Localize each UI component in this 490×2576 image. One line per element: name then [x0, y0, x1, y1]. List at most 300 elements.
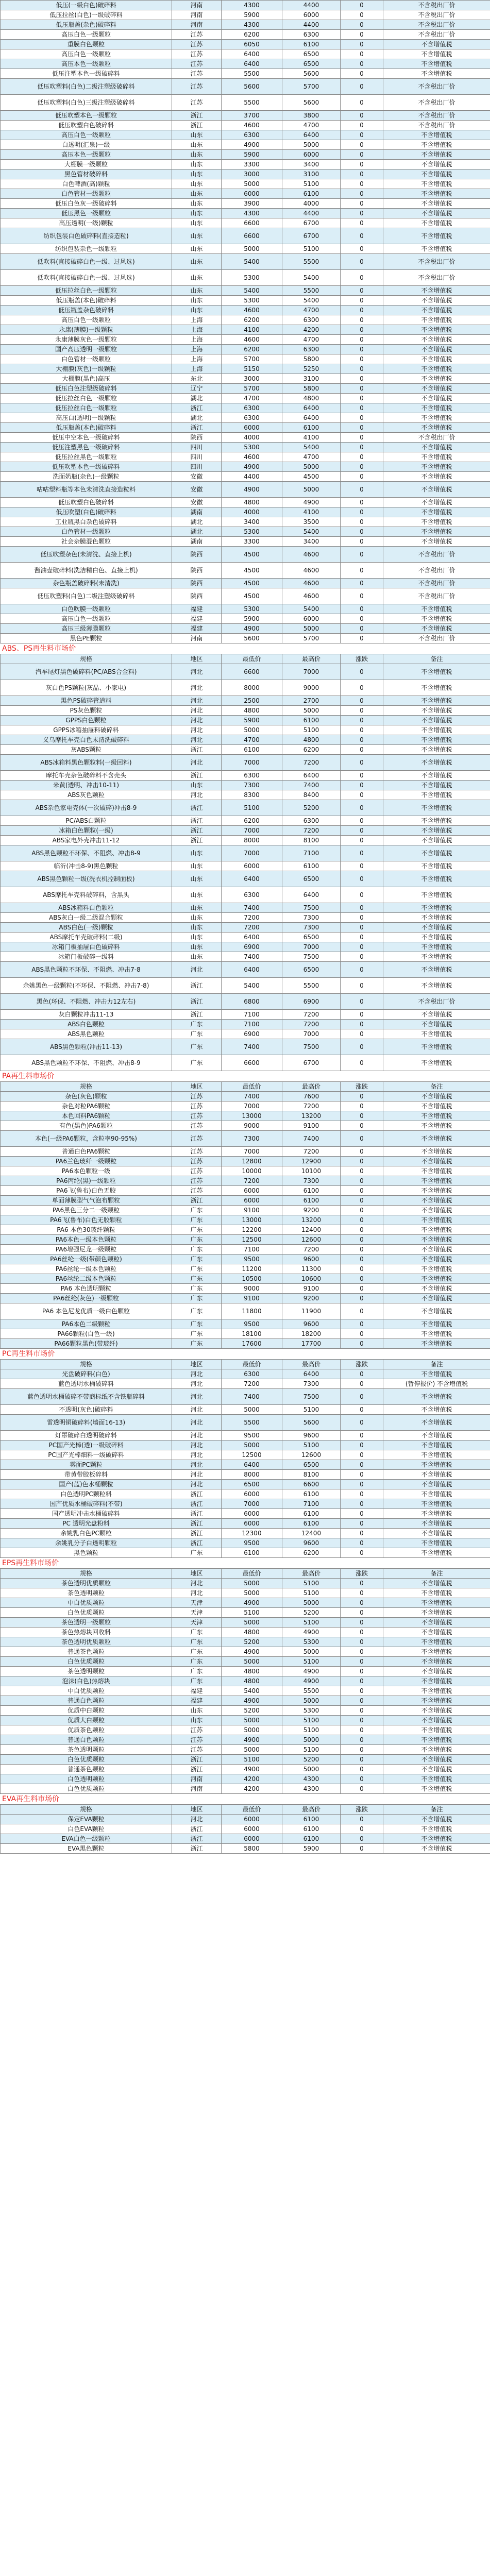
cell-spec: 灯罩破碎白透明破碎料: [1, 1431, 172, 1440]
cell-min-price: 6200: [222, 30, 282, 40]
table-row: [1, 1379, 490, 1389]
cell-max-price: 11300: [282, 1264, 341, 1274]
cell-spec: ABS灰色颗粒: [1, 790, 172, 800]
column-header: 涨跌: [341, 1569, 383, 1579]
table-row: [1, 384, 490, 394]
cell-note: 不含增值税: [383, 962, 490, 978]
cell-max-price: 7000: [282, 942, 341, 952]
cell-note: 不含增值税: [383, 1844, 490, 1854]
cell-max-price: 7100: [282, 845, 341, 861]
cell-min-price: 7000: [222, 826, 282, 836]
cell-note: 不含增值税: [383, 1186, 490, 1196]
cell-min-price: 4900: [222, 462, 282, 472]
cell-note: 不含增值税: [383, 725, 490, 735]
table-row: [1, 1588, 490, 1598]
cell-change: 0: [341, 498, 383, 507]
cell-spec: PC 透明光盘粉料: [1, 1519, 172, 1529]
cell-note: 不含增值税: [383, 244, 490, 254]
cell-max-price: 5000: [282, 706, 341, 716]
column-header: 备注: [383, 654, 490, 664]
cell-min-price: 6300: [222, 771, 282, 781]
cell-spec: 优质茶色颗粒: [1, 1725, 172, 1735]
cell-change: 0: [341, 1415, 383, 1431]
cell-spec: 保定EVA颗粒: [1, 1815, 172, 1824]
cell-spec: 中白优质颗粒: [1, 1598, 172, 1608]
cell-region: 辽宁: [172, 384, 222, 394]
cell-region: 山东: [172, 296, 222, 306]
cell-note: 不含增值税: [383, 40, 490, 49]
cell-change: 0: [341, 781, 383, 790]
table-row: [1, 1121, 490, 1131]
column-header: 涨跌: [341, 654, 383, 664]
cell-max-price: 5400: [282, 270, 341, 286]
cell-change: 0: [341, 79, 383, 95]
cell-min-price: 6300: [222, 1369, 282, 1379]
cell-note: 不含增值税: [383, 1470, 490, 1480]
cell-note: 不含增值税: [383, 1405, 490, 1415]
cell-min-price: 5000: [222, 1588, 282, 1598]
cell-max-price: 5200: [282, 1755, 341, 1765]
cell-min-price: 6000: [222, 423, 282, 433]
cell-note: 不含税出厂价: [383, 433, 490, 443]
cell-spec: 永康薄膜灰色一级颗粒: [1, 335, 172, 345]
cell-max-price: 4400: [282, 20, 341, 30]
cell-max-price: 3500: [282, 517, 341, 527]
cell-min-price: 5000: [222, 1725, 282, 1735]
cell-min-price: 5000: [222, 1657, 282, 1667]
table-row: [1, 443, 490, 452]
cell-max-price: 4200: [282, 325, 341, 335]
cell-note: 不含税出厂价: [383, 79, 490, 95]
cell-max-price: 9100: [282, 1284, 341, 1294]
cell-change: 0: [341, 150, 383, 160]
cell-region: 江苏: [172, 1186, 222, 1196]
cell-min-price: 5300: [222, 443, 282, 452]
column-header: 最高价: [282, 1360, 341, 1369]
cell-note: 不含增值税: [383, 49, 490, 59]
cell-spec: PA6兰色玻纤一级颗粒: [1, 1157, 172, 1166]
cell-min-price: 4800: [222, 1676, 282, 1686]
cell-note: 不含增值税: [383, 1647, 490, 1657]
table-row: [1, 696, 490, 706]
cell-max-price: 6100: [282, 1834, 341, 1844]
cell-max-price: 7200: [282, 1147, 341, 1157]
cell-region: 浙江: [172, 403, 222, 413]
cell-change: 0: [341, 1339, 383, 1349]
table-row: [1, 306, 490, 315]
cell-min-price: 5500: [222, 69, 282, 79]
cell-region: 浙江: [172, 1509, 222, 1519]
table-header-row: [1, 1360, 490, 1369]
cell-change: 0: [341, 579, 383, 588]
cell-note: 不含增值税: [383, 1329, 490, 1339]
cell-spec: ABS灰白一级二级混合颗粒: [1, 913, 172, 923]
table-row: [1, 1264, 490, 1274]
cell-note: 不含增值税: [383, 1667, 490, 1676]
cell-change: 0: [341, 624, 383, 634]
cell-region: 浙江: [172, 800, 222, 816]
table-row: [1, 1039, 490, 1055]
cell-note: 不含增值税: [383, 1529, 490, 1538]
cell-region: 河北: [172, 962, 222, 978]
cell-min-price: 4300: [222, 1, 282, 10]
table-row: [1, 1489, 490, 1499]
table-row: [1, 1415, 490, 1431]
cell-note: 不含税出厂价: [383, 95, 490, 111]
cell-max-price: 4300: [282, 1784, 341, 1794]
table-row: [1, 1548, 490, 1558]
cell-max-price: 6100: [282, 1186, 341, 1196]
cell-note: 不含增值税: [383, 861, 490, 871]
cell-change: 0: [341, 482, 383, 498]
cell-region: 广东: [172, 1020, 222, 1029]
cell-spec: 高压白色一级颗粒: [1, 130, 172, 140]
cell-change: 0: [341, 1696, 383, 1706]
cell-change: 0: [341, 861, 383, 871]
cell-spec: 雷透明铜破碎料(墙面16-13): [1, 1415, 172, 1431]
cell-min-price: 6000: [222, 1834, 282, 1844]
cell-change: 0: [341, 771, 383, 781]
cell-spec: 大棚膜(灰色)一级颗粒: [1, 364, 172, 374]
cell-max-price: 4800: [282, 735, 341, 745]
cell-spec: ABS冰箱料白色颗粒: [1, 903, 172, 913]
cell-note: 不含增值税: [383, 716, 490, 725]
cell-region: 四川: [172, 443, 222, 452]
cell-note: 不含增值税: [383, 845, 490, 861]
price-table: [0, 1804, 490, 1854]
table-row: [1, 1735, 490, 1745]
cell-change: 0: [341, 296, 383, 306]
cell-max-price: 7300: [282, 1176, 341, 1186]
cell-change: 0: [341, 1255, 383, 1264]
cell-spec: 低压瓶盖(本色)破碎料: [1, 296, 172, 306]
table-row: [1, 1029, 490, 1039]
cell-change: 0: [341, 1303, 383, 1319]
table-row: [1, 735, 490, 745]
cell-max-price: 5100: [282, 1657, 341, 1667]
cell-min-price: 5000: [222, 1716, 282, 1725]
cell-region: 广东: [172, 1055, 222, 1071]
table-row: [1, 887, 490, 903]
cell-note: 不含增值税: [383, 517, 490, 527]
cell-change: 0: [341, 345, 383, 354]
table-row: [1, 1339, 490, 1349]
price-table: [0, 1081, 490, 1349]
cell-spec: 本色(一级PA6颗粒，含粒率90-95%): [1, 1131, 172, 1147]
column-header: 最低价: [222, 1082, 282, 1092]
cell-spec: 社会杂膜混色颗粒: [1, 537, 172, 547]
cell-spec: PA66颗粒(白色一级): [1, 1329, 172, 1339]
cell-note: 不含增值税: [383, 462, 490, 472]
table-row: [1, 121, 490, 130]
column-header: 备注: [383, 1569, 490, 1579]
cell-region: 河南: [172, 10, 222, 20]
cell-max-price: 8100: [282, 1470, 341, 1480]
cell-change: 0: [341, 1657, 383, 1667]
cell-change: 0: [341, 933, 383, 942]
cell-region: 山东: [172, 903, 222, 913]
cell-region: 湖南: [172, 507, 222, 517]
cell-note: 不含税出厂价: [383, 579, 490, 588]
cell-region: 河北: [172, 680, 222, 696]
cell-change: 0: [341, 30, 383, 40]
cell-note: 不含增值税: [383, 423, 490, 433]
cell-max-price: 4600: [282, 579, 341, 588]
cell-region: 江苏: [172, 49, 222, 59]
cell-max-price: 6100: [282, 1519, 341, 1529]
cell-change: 0: [341, 1725, 383, 1735]
cell-spec: 普通白色PA6颗粒: [1, 1147, 172, 1157]
cell-change: 0: [341, 1010, 383, 1020]
cell-change: 0: [341, 1686, 383, 1696]
cell-region: 河北: [172, 725, 222, 735]
cell-region: 广东: [172, 1647, 222, 1657]
cell-note: 不含增值税: [383, 59, 490, 69]
cell-min-price: 3300: [222, 537, 282, 547]
cell-region: 安徽: [172, 482, 222, 498]
cell-min-price: 5800: [222, 1844, 282, 1854]
cell-note: 不含增值税: [383, 913, 490, 923]
cell-max-price: 4400: [282, 209, 341, 218]
cell-max-price: 7600: [282, 1092, 341, 1101]
cell-min-price: 7200: [222, 913, 282, 923]
cell-note: 不含增值税: [383, 1579, 490, 1588]
column-header: 最高价: [282, 654, 341, 664]
table-row: [1, 1774, 490, 1784]
cell-note: 不含增值税: [383, 1618, 490, 1628]
cell-region: 江苏: [172, 69, 222, 79]
section-title: PC再生料市场价: [0, 1349, 490, 1359]
cell-spec: PA6本色颗粒一级: [1, 1166, 172, 1176]
cell-region: 江苏: [172, 79, 222, 95]
column-header: 最低价: [222, 1569, 282, 1579]
cell-max-price: 5000: [282, 462, 341, 472]
cell-spec: PC国产光棒细料一级破碎料: [1, 1450, 172, 1460]
cell-note: 不含增值税: [383, 1499, 490, 1509]
cell-note: 不含增值税: [383, 1245, 490, 1255]
table-row: [1, 861, 490, 871]
cell-note: 不含增值税: [383, 228, 490, 244]
cell-change: 0: [341, 1765, 383, 1774]
table-row: [1, 244, 490, 254]
cell-change: 0: [341, 1755, 383, 1765]
cell-region: 广东: [172, 1255, 222, 1264]
cell-region: 山东: [172, 244, 222, 254]
cell-region: 广东: [172, 1264, 222, 1274]
cell-max-price: 6700: [282, 218, 341, 228]
cell-min-price: 6600: [222, 664, 282, 680]
table-row: [1, 1784, 490, 1794]
table-row: [1, 254, 490, 270]
cell-change: 0: [341, 706, 383, 716]
cell-min-price: 4400: [222, 472, 282, 482]
cell-change: 0: [341, 816, 383, 826]
cell-region: 山东: [172, 270, 222, 286]
cell-region: 陕西: [172, 579, 222, 588]
cell-spec: 优质大白颗粒: [1, 1716, 172, 1725]
cell-max-price: 6100: [282, 1815, 341, 1824]
cell-note: 不含增值税: [383, 887, 490, 903]
cell-spec: 黑色管材破碎料: [1, 170, 172, 179]
cell-max-price: 6900: [282, 994, 341, 1010]
cell-max-price: 6300: [282, 315, 341, 325]
cell-max-price: 4900: [282, 1628, 341, 1637]
cell-region: 河北: [172, 1815, 222, 1824]
cell-min-price: 13000: [222, 1111, 282, 1121]
cell-change: 0: [341, 547, 383, 563]
cell-change: 0: [341, 1029, 383, 1039]
cell-max-price: 6200: [282, 745, 341, 755]
table-row: [1, 624, 490, 634]
table-row: [1, 913, 490, 923]
cell-change: 0: [341, 1284, 383, 1294]
cell-min-price: 5300: [222, 296, 282, 306]
cell-note: 不含增值税: [383, 286, 490, 296]
cell-min-price: 6000: [222, 1815, 282, 1824]
cell-note: 不含增值税: [383, 1735, 490, 1745]
cell-spec: 白色EVA颗粒: [1, 1824, 172, 1834]
cell-note: 不含税出厂价: [383, 634, 490, 643]
cell-note: 不含增值税: [383, 781, 490, 790]
cell-change: 0: [341, 59, 383, 69]
cell-max-price: 4300: [282, 1774, 341, 1784]
cell-min-price: 7400: [222, 952, 282, 962]
cell-spec: PA6丙纶(黑)一级颗粒: [1, 1176, 172, 1186]
cell-max-price: 7500: [282, 952, 341, 962]
cell-min-price: 4800: [222, 1667, 282, 1676]
cell-change: 0: [341, 952, 383, 962]
cell-region: 湖北: [172, 413, 222, 423]
cell-max-price: 5100: [282, 179, 341, 189]
cell-spec: GPPS白色颗粒: [1, 716, 172, 725]
cell-change: 0: [341, 130, 383, 140]
cell-min-price: 6100: [222, 745, 282, 755]
cell-region: 江苏: [172, 95, 222, 111]
table-row: [1, 1815, 490, 1824]
cell-max-price: 7200: [282, 826, 341, 836]
cell-min-price: 6050: [222, 40, 282, 49]
cell-region: 河南: [172, 1774, 222, 1784]
table-row: [1, 781, 490, 790]
cell-region: 浙江: [172, 1529, 222, 1538]
cell-min-price: 12300: [222, 1529, 282, 1538]
cell-region: 山东: [172, 179, 222, 189]
table-row: [1, 1166, 490, 1176]
cell-note: 不含增值税: [383, 680, 490, 696]
cell-change: 0: [341, 384, 383, 394]
cell-max-price: 6100: [282, 1196, 341, 1206]
cell-min-price: 8300: [222, 790, 282, 800]
cell-max-price: 2700: [282, 696, 341, 706]
cell-region: 山东: [172, 887, 222, 903]
cell-spec: ABS白色(一级)颗粒: [1, 923, 172, 933]
cell-note: 不含税出厂价: [383, 30, 490, 40]
cell-change: 0: [341, 913, 383, 923]
cell-change: 0: [341, 1215, 383, 1225]
table-row: [1, 604, 490, 614]
cell-change: 0: [341, 871, 383, 887]
cell-region: 山东: [172, 254, 222, 270]
table-row: [1, 1206, 490, 1215]
cell-min-price: 7000: [222, 845, 282, 861]
cell-note: 不含增值税: [383, 345, 490, 354]
cell-region: 河北: [172, 1579, 222, 1588]
cell-min-price: 5300: [222, 270, 282, 286]
cell-min-price: 7000: [222, 1147, 282, 1157]
cell-min-price: 4900: [222, 1696, 282, 1706]
cell-change: 0: [341, 903, 383, 913]
cell-region: 山东: [172, 923, 222, 933]
table-row: [1, 1405, 490, 1415]
cell-min-price: 7400: [222, 1092, 282, 1101]
cell-max-price: 5200: [282, 1608, 341, 1618]
cell-spec: 泡沫(白色)热熔块: [1, 1676, 172, 1686]
cell-region: 广东: [172, 1029, 222, 1039]
cell-min-price: 7000: [222, 1101, 282, 1111]
cell-spec: 重膜白色颗粒: [1, 40, 172, 49]
cell-note: 不含增值税: [383, 452, 490, 462]
cell-min-price: 6200: [222, 345, 282, 354]
table-row: [1, 1765, 490, 1774]
cell-spec: 余姚乳白色PC颗粒: [1, 1529, 172, 1538]
cell-spec: 高压白(透明)一级颗粒: [1, 413, 172, 423]
table-row: [1, 1225, 490, 1235]
column-header: 地区: [172, 1360, 222, 1369]
cell-spec: 余姚黑色一级颗粒(不环保、不阻燃、冲击7-8): [1, 978, 172, 994]
column-header: 最高价: [282, 1805, 341, 1815]
cell-change: 0: [341, 1519, 383, 1529]
cell-max-price: 7100: [282, 1499, 341, 1509]
table-row: [1, 462, 490, 472]
cell-spec: 本色回料PA6颗粒: [1, 1111, 172, 1121]
cell-region: 河北: [172, 1431, 222, 1440]
cell-max-price: 5600: [282, 95, 341, 111]
cell-max-price: 7200: [282, 1245, 341, 1255]
cell-note: 不含增值税: [383, 696, 490, 706]
cell-note: 不含增值税: [383, 826, 490, 836]
cell-region: 山东: [172, 170, 222, 179]
cell-region: 山东: [172, 1706, 222, 1716]
cell-min-price: 9500: [222, 1319, 282, 1329]
cell-note: 不含增值税: [383, 1225, 490, 1235]
table-row: [1, 1319, 490, 1329]
table-row: [1, 1637, 490, 1647]
cell-max-price: 4100: [282, 433, 341, 443]
cell-note: 不含增值税: [383, 1480, 490, 1489]
cell-note: 不含增值税: [383, 325, 490, 335]
cell-change: 0: [341, 423, 383, 433]
cell-spec: 国产(蓝)色水桶颗粒: [1, 1480, 172, 1489]
cell-spec: 低吹料(直接破碎白色一级、过风选): [1, 270, 172, 286]
cell-max-price: 7200: [282, 1101, 341, 1111]
cell-region: 浙江: [172, 1844, 222, 1854]
table-row: [1, 228, 490, 244]
table-row: [1, 680, 490, 696]
cell-min-price: 5300: [222, 604, 282, 614]
table-row: [1, 374, 490, 384]
cell-region: 浙江: [172, 745, 222, 755]
cell-spec: 普通茶色颗粒: [1, 1765, 172, 1774]
cell-region: 山东: [172, 781, 222, 790]
cell-max-price: 5000: [282, 624, 341, 634]
cell-note: 不含增值税: [383, 1745, 490, 1755]
table-row: [1, 40, 490, 49]
cell-note: 不含增值税: [383, 800, 490, 816]
cell-note: 不含增值税: [383, 1538, 490, 1548]
cell-region: 江苏: [172, 1101, 222, 1111]
cell-change: 0: [341, 537, 383, 547]
cell-region: 江苏: [172, 1131, 222, 1147]
